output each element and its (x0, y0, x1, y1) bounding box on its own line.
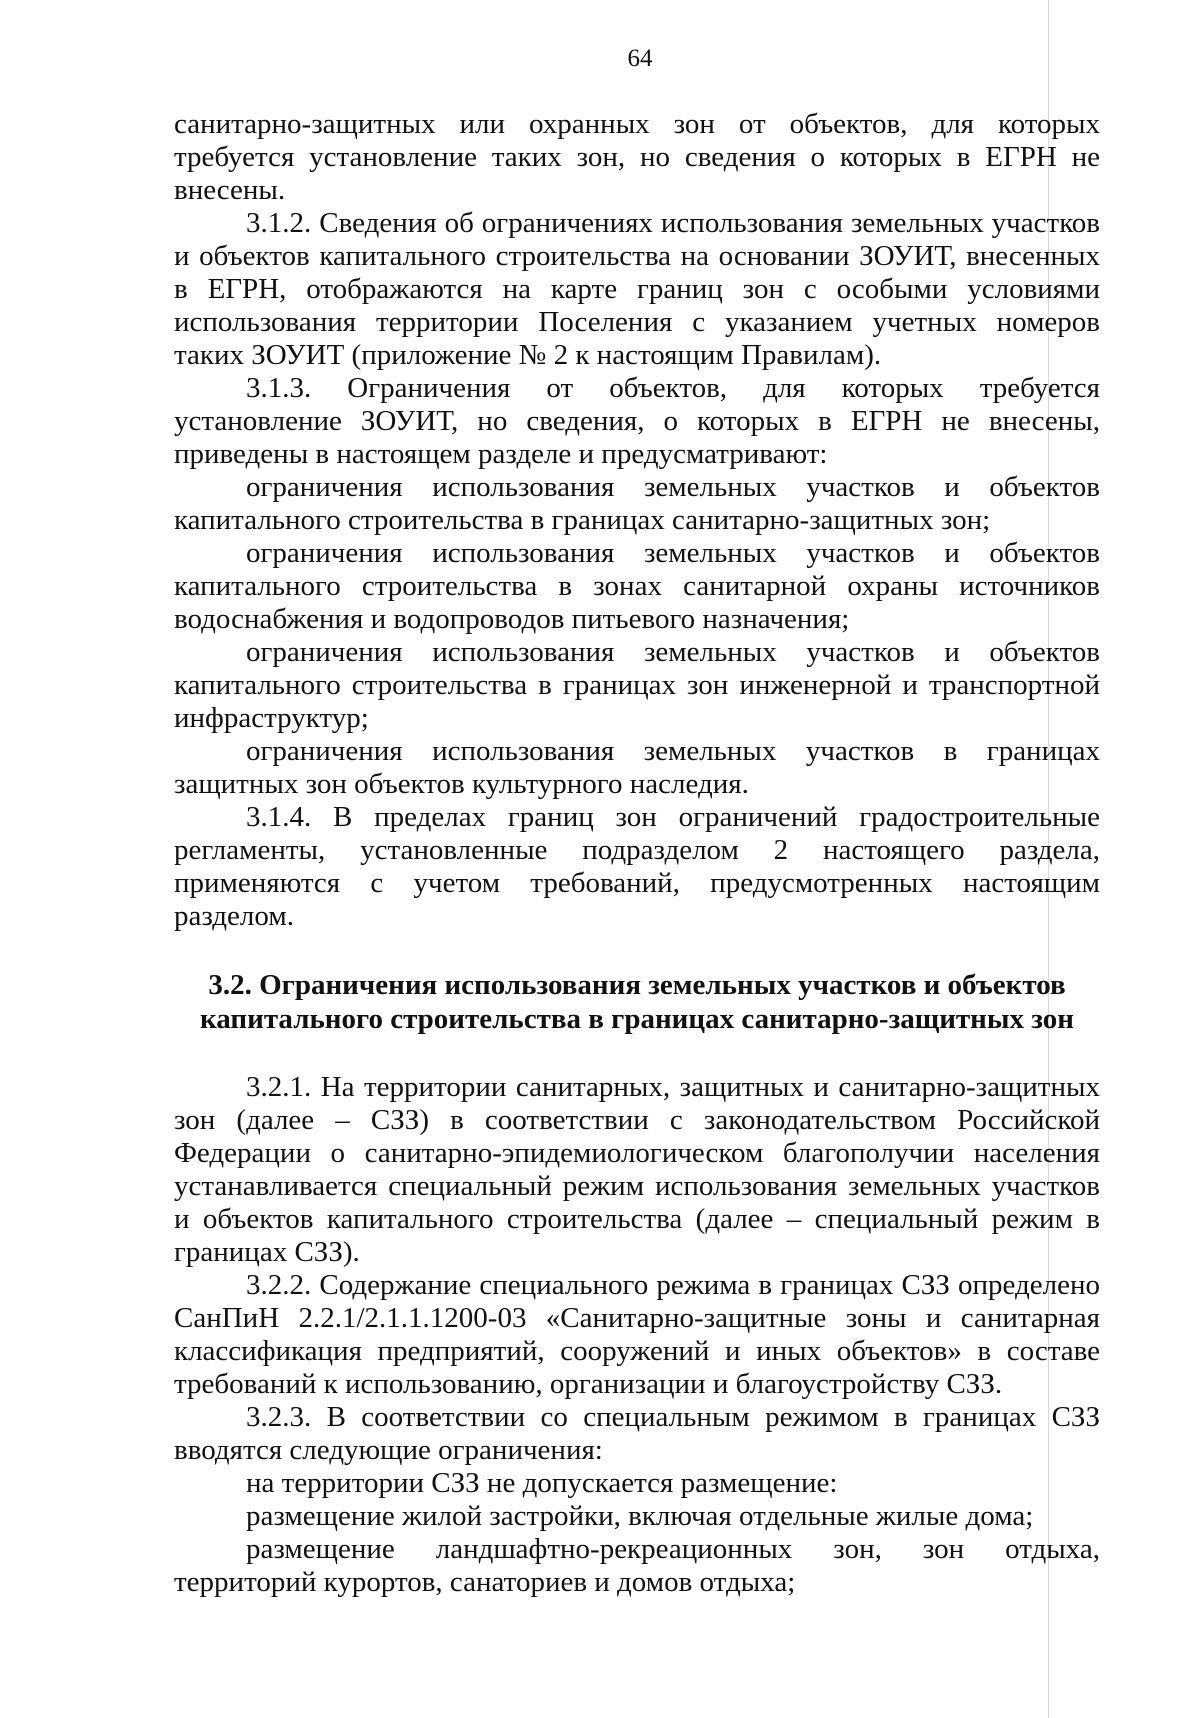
list-item: ограничения использования земельных участков и объектов капитального строительства в зонах санитарной охраны источников водоснабжения и водопроводов питьевого назначения; (174, 537, 1100, 635)
paragraph: 3.2.2. Содержание специального режима в границах СЗЗ определено СанПиН 2.2.1/2.1.1.1200-03 «Санитарно-защитные зоны и санитарная классификация предприятий, сооружений и иных объектов» в составе требований к использованию, организации и благоустройству СЗЗ. (174, 1269, 1100, 1400)
list-item: на территории СЗЗ не допускается размещение: (246, 1467, 838, 1499)
list-item: размещение жилой застройки, включая отдельные жилые дома; (246, 1500, 1034, 1532)
list-item: размещение ландшафтно-рекреационных зон, зон отдыха, территорий курортов, санаториев и домов отдыха; (174, 1533, 1100, 1598)
paragraph: 3.2.1. На территории санитарных, защитных и санитарно-защитных зон (далее – СЗЗ) в соответствии с законодательством Российской Федерации о санитарно-эпидемиологическом благополучии населения устанавливается специальный режим использования земельных участков и объектов капитального строительства (далее – специальный режим в границах СЗЗ). (174, 1071, 1100, 1268)
page-number: 64 (627, 45, 653, 72)
section-heading-line: 3.2. Ограничения использования земельных участков и объектов (208, 969, 1066, 1001)
paragraph: 3.2.3. В соответствии со специальным режимом в границах СЗЗ вводятся следующие ограничения: (174, 1401, 1100, 1466)
section-heading-line: капитального строительства в границах санитарно-защитных зон (200, 1003, 1074, 1035)
list-item: ограничения использования земельных участков и объектов капитального строительства в границах зон инженерной и транспортной инфраструктур; (174, 636, 1100, 734)
paragraph: санитарно-защитных или охранных зон от объектов, для которых требуется установление таких зон, но сведения о которых в ЕГРН не внесены. (174, 108, 1100, 206)
paragraph: 3.1.3. Ограничения от объектов, для которых требуется установление ЗОУИТ, но сведения, о которых в ЕГРН не внесены, приведены в настоящем разделе и предусматривают: (174, 372, 1100, 470)
list-item: ограничения использования земельных участков в границах защитных зон объектов культурного наследия. (174, 735, 1100, 800)
list-item: ограничения использования земельных участков и объектов капитального строительства в границах санитарно-защитных зон; (174, 471, 1100, 536)
document-body (174, 108, 1100, 1599)
section-heading (174, 968, 1100, 1036)
paragraph: 3.1.2. Сведения об ограничениях использования земельных участков и объектов капитального строительства на основании ЗОУИТ, внесенных в ЕГРН, отображаются на карте границ зон с особыми условиями использования территории Поселения с указанием учетных номеров таких ЗОУИТ (приложение № 2 к настоящим Правилам). (174, 207, 1100, 371)
paragraph: 3.1.4. В пределах границ зон ограничений градостроительные регламенты, установленные подразделом 2 настоящего раздела, применяются с учетом требований, предусмотренных настоящим разделом. (174, 801, 1100, 932)
